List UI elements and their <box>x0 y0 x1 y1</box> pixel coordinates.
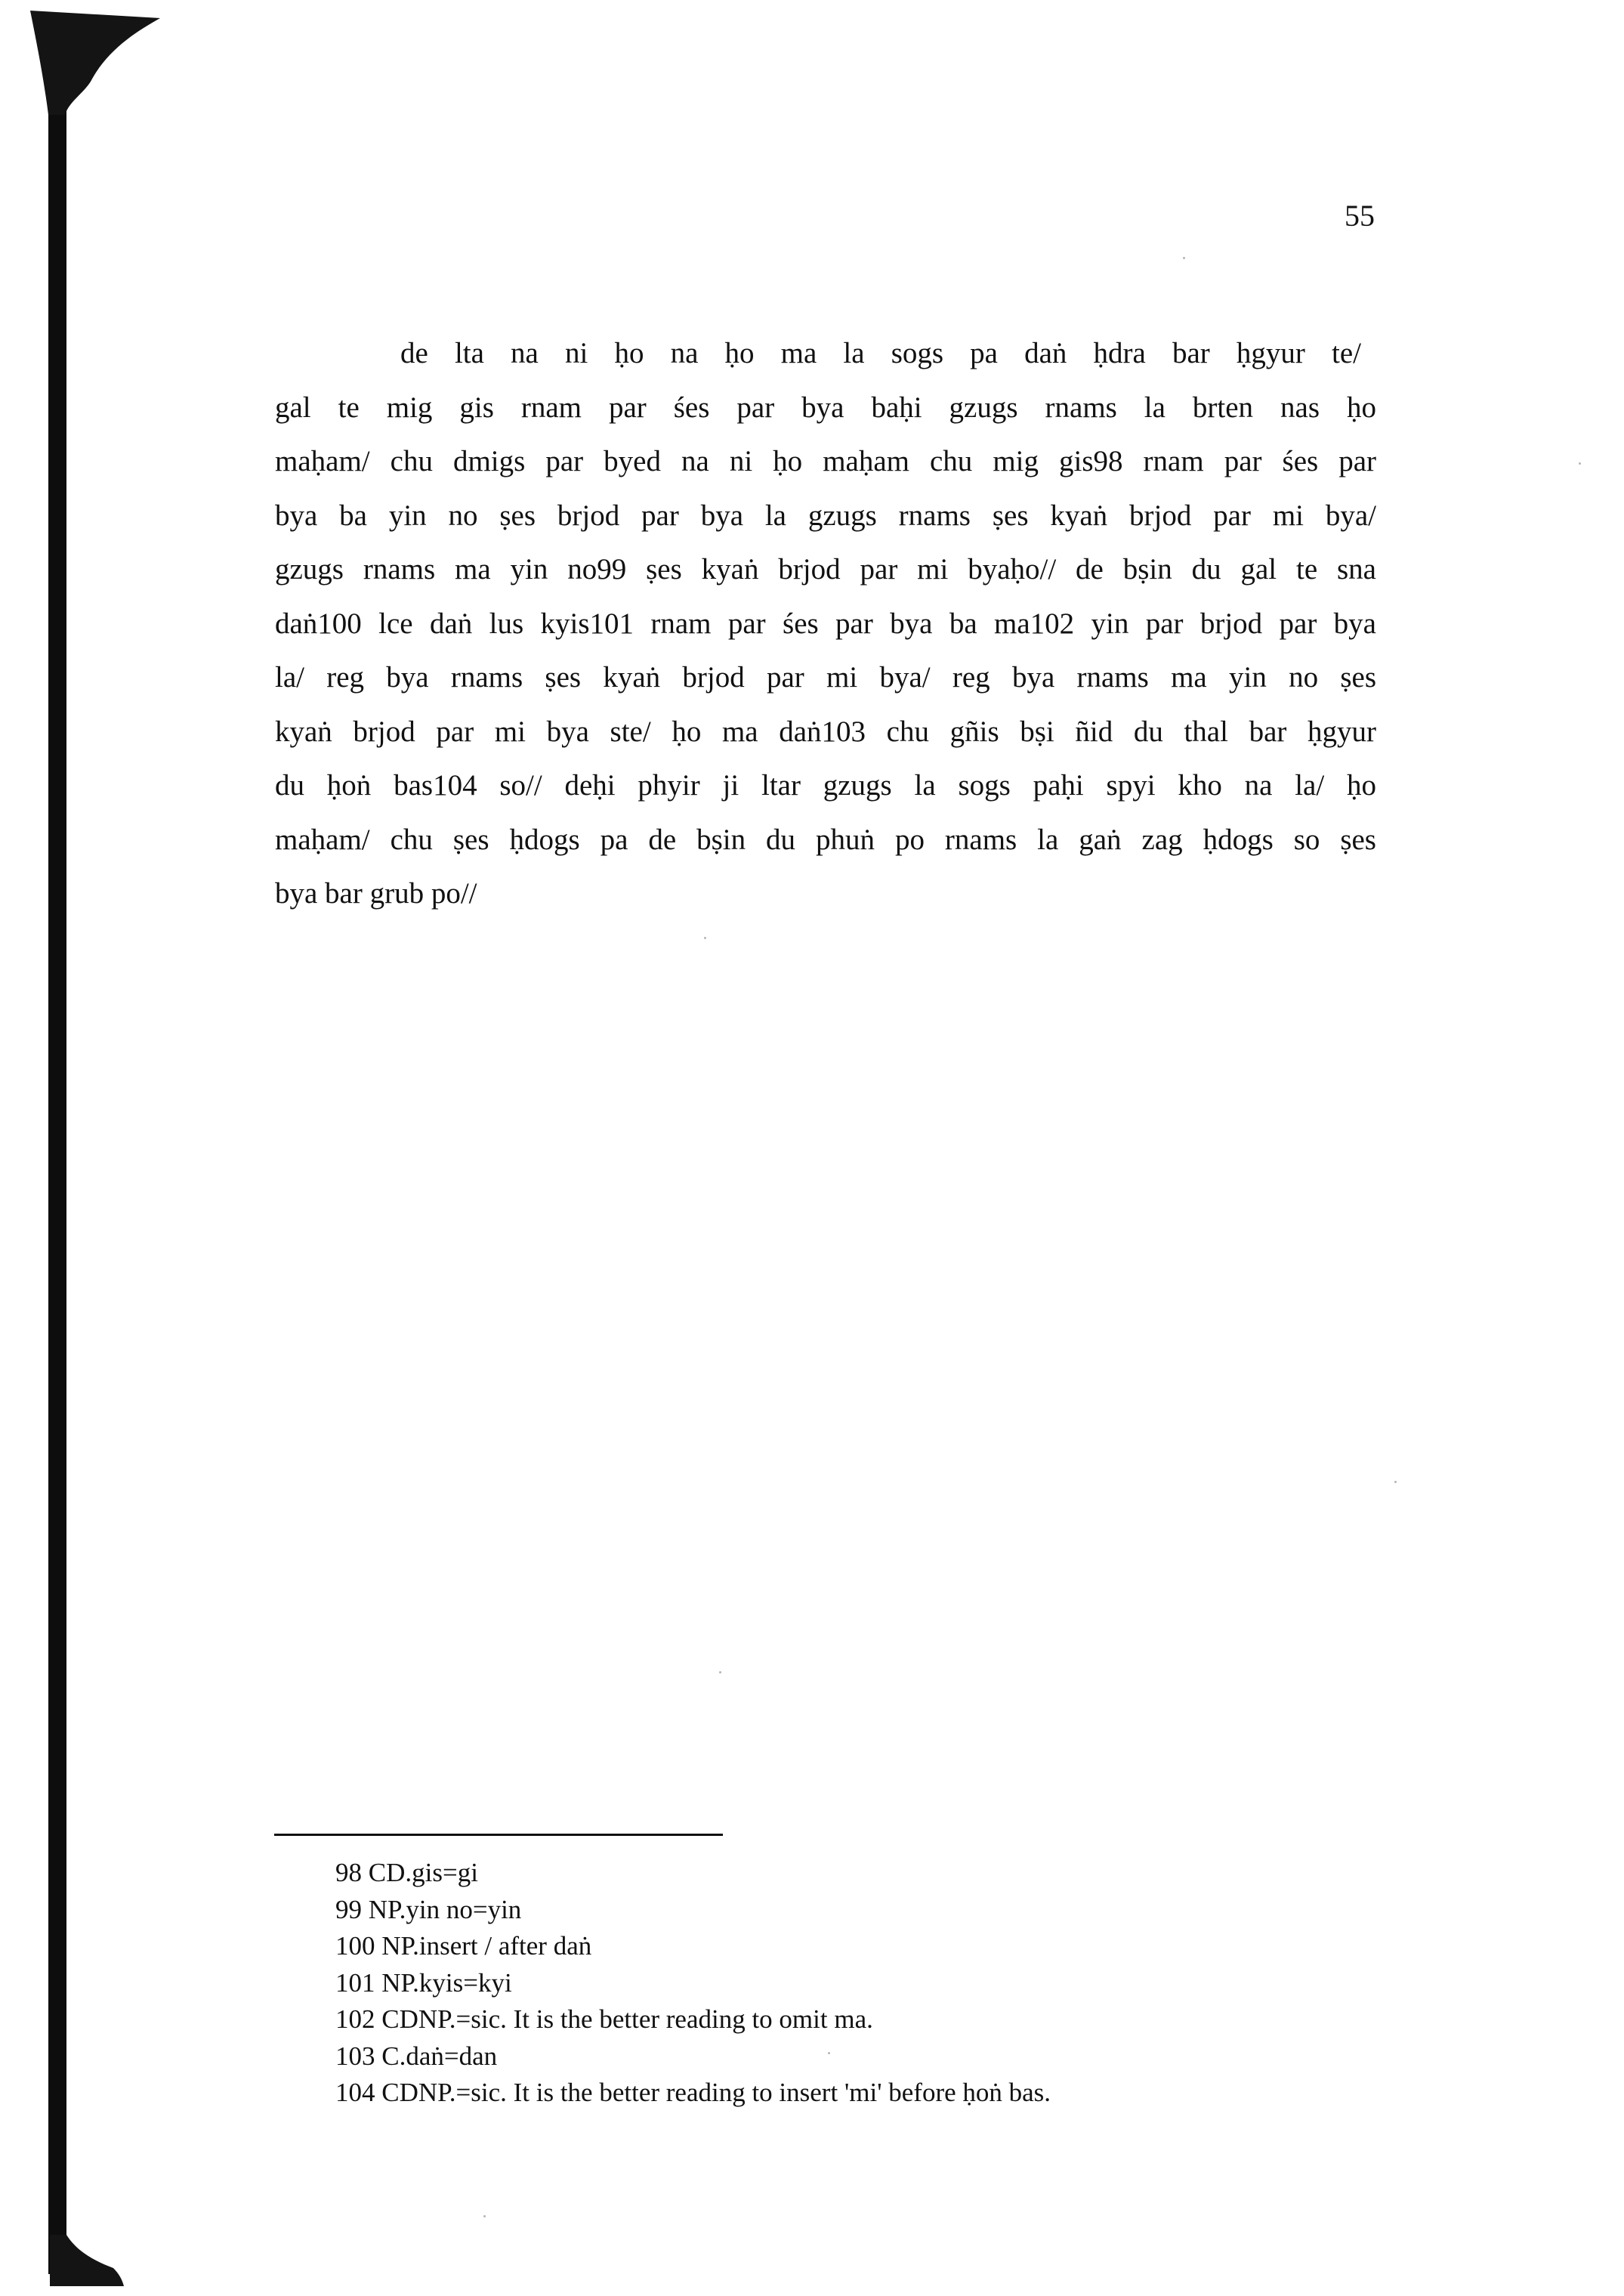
footnote: 100 NP.insert / after daṅ <box>335 1931 592 1961</box>
text-line: bya ba yin no ṣes brjod par bya la gzugs rnams ṣes kyaṅ brjod par mi bya/ <box>275 499 1376 532</box>
footnote: 104 CDNP.=sic. It is the better reading to insert 'mi' before ḥoṅ bas. <box>335 2078 1051 2107</box>
footnote: 103 C.daṅ=dan <box>335 2041 498 2071</box>
text-line: de lta na ni ḥo na ḥo ma la sogs pa daṅ ḥdra bar ḥgyur te/ <box>400 337 1361 369</box>
footnote: 98 CD.gis=gi <box>335 1858 478 1887</box>
text-line: gzugs rnams ma yin no99 ṣes kyaṅ brjod par mi byaḥo// de bṣin du gal te sna <box>275 553 1376 586</box>
binding-edge-top-flare <box>30 11 166 116</box>
page-number: 55 <box>1345 199 1375 233</box>
text-line: la/ reg bya rnams ṣes kyaṅ brjod par mi bya/ reg bya rnams ma yin no ṣes <box>275 661 1376 694</box>
scan-speck <box>1579 462 1581 465</box>
footnotes <box>335 1855 1051 2112</box>
binding-edge <box>48 45 66 2274</box>
footnote: 102 CDNP.=sic. It is the better reading to omit ma. <box>335 2004 873 2034</box>
text-line: gal te mig gis rnam par śes par bya baḥi gzugs rnams la brten nas ḥo <box>275 391 1376 424</box>
scan-speck <box>1183 257 1185 259</box>
main-text <box>275 326 1376 921</box>
footnote: 101 NP.kyis=kyi <box>335 1967 512 1998</box>
scan-speck <box>828 2052 830 2054</box>
text-line: kyaṅ brjod par mi bya ste/ ḥo ma daṅ103 chu gñis bṣi ñid du thal bar ḥgyur <box>275 715 1376 748</box>
text-line: bya bar grub po// <box>275 877 477 910</box>
text-line: maḥam/ chu ṣes ḥdogs pa de bṣin du phuṅ po rnams la gaṅ zag ḥdogs so ṣes <box>275 823 1376 856</box>
footnote: 99 NP.yin no=yin <box>335 1894 522 1924</box>
text-line: maḥam/ chu dmigs par byed na ni ḥo maḥam chu mig gis98 rnam par śes par <box>275 445 1376 477</box>
scan-speck <box>483 2215 486 2217</box>
scan-speck <box>719 1671 721 1673</box>
scan-speck <box>1394 1481 1397 1483</box>
text-line: daṅ100 lce daṅ lus kyis101 rnam par śes par bya ba ma102 yin par brjod par bya <box>275 607 1376 640</box>
scan-speck <box>704 937 706 939</box>
binding-edge-bottom-flare <box>44 2235 127 2288</box>
footnote-separator <box>274 1834 723 1836</box>
text-line: du ḥoṅ bas104 so// deḥi phyir ji ltar gzugs la sogs paḥi spyi kho na la/ ḥo <box>275 769 1376 802</box>
